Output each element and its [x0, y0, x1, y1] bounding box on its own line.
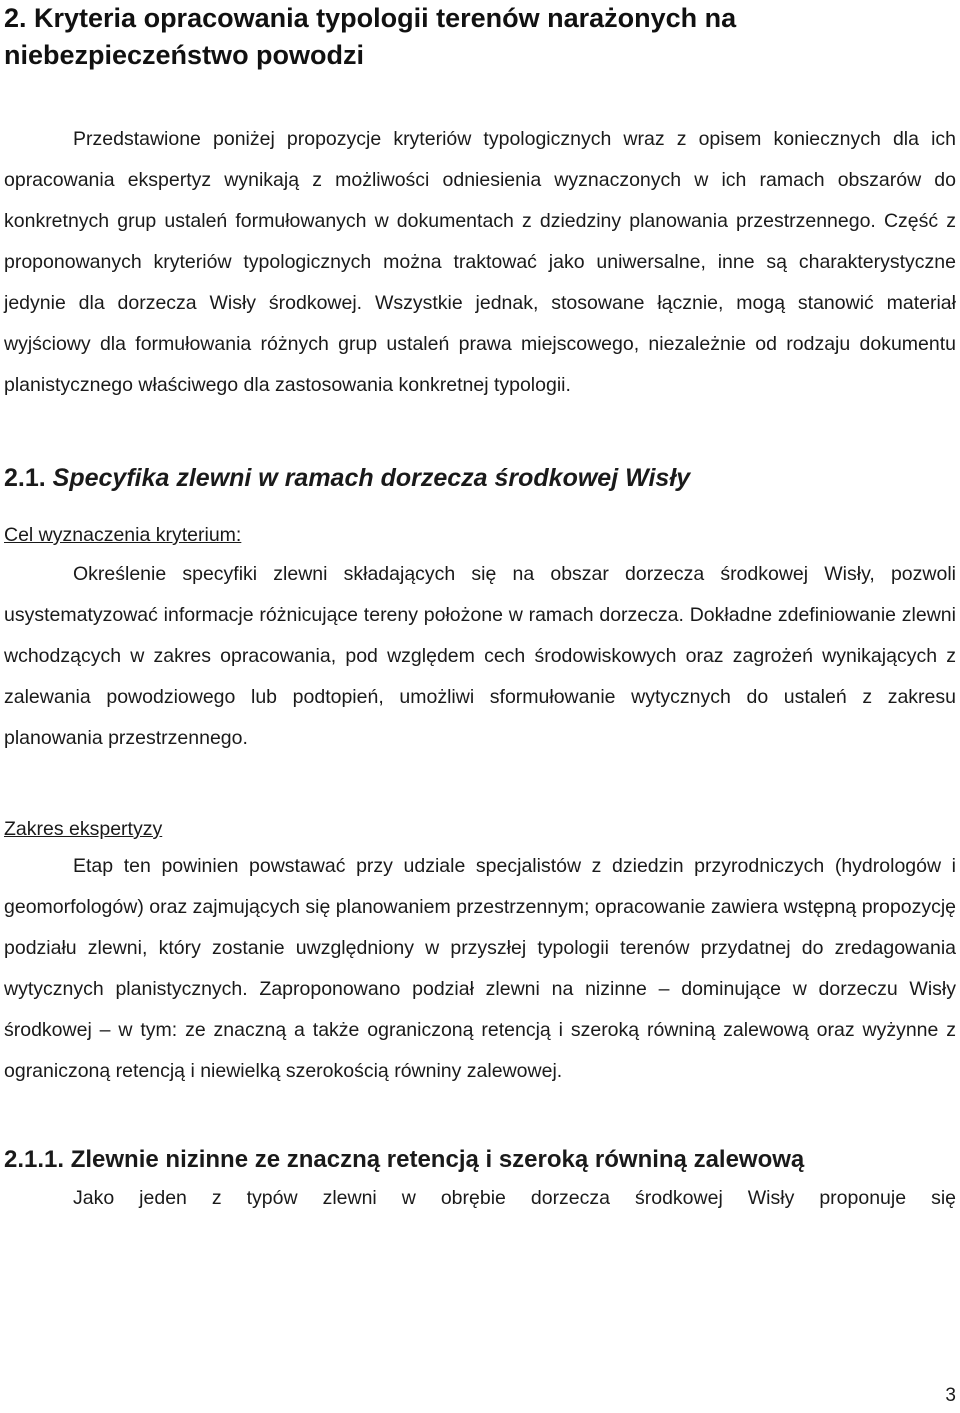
- scope-paragraph: Etap ten powinien powstawać przy udziale specjalistów z dziedzin przyrodniczych (hydrologów i geomorfologów) oraz zajmujących się planowaniem przestrzennym; opracowanie zawiera wstępną propozycję podziału zlewni, który zostanie uwzględniony w przyszłej typologii terenów przydatnej do zredagowania wytycznych planistycznych. Zaproponowano podział zlewni na nizinne – dominujące w dorzeczu Wisły środkowej – w tym: ze znaczną a także ograniczoną retencją i szeroką równiną zalewową oraz wyżynne z ograniczoną retencją i niewielką szerokością równiny zalewowej.: [4, 855, 956, 1082]
- chapter-heading: 2. Kryteria opracowania typologii terenów narażonych na niebezpieczeństwo powodzi: [4, 3, 737, 70]
- document-page: [4, 0, 956, 1219]
- goal-paragraph: Określenie specyfiki zlewni składających się na obszar dorzecza środkowej Wisły, pozwoli usystematyzować informacje różnicujące tereny położone w ramach dorzecza. Dokładne zdefiniowanie zlewni wchodzących w zakres opracowania, pod względem cech środowiskowych oraz zagrożeń wynikających z zalewania powodziowego lub podtopień, umożliwi sformułowanie wytycznych do ustaleń z zakresu planowania przestrzennego.: [4, 563, 956, 749]
- last-paragraph: Jako jeden z typów zlewni w obrębie dorzecza środkowej Wisły proponuje się: [73, 1187, 956, 1209]
- goal-subheading: Cel wyznaczenia kryterium:: [4, 524, 242, 546]
- intro-paragraph: Przedstawione poniżej propozycje kryteriów typologicznych wraz z opisem koniecznych dla ich opracowania ekspertyz wynikają z możliwości odniesienia wyznaczonych w ich ramach obszarów do konkretnych grup ustaleń formułowanych w dokumentach z dziedziny planowania przestrzennego. Część z proponowanych kryteriów typologicznych można traktować jako uniwersalne, inne są charakterystyczne jedynie dla dorzecza Wisły środkowej. Wszystkie jednak, stosowane łącznie, mogą stanowić materiał wyjściowy dla formułowania różnych grup ustaleń prawa miejscowego, niezależnie od rodzaju dokumentu planistycznego właściwego dla zastosowania konkretnej typologii.: [4, 128, 956, 396]
- subsection-heading: 2.1.1. Zlewnie nizinne ze znaczną retencją i szeroką równiną zalewową: [4, 1146, 805, 1173]
- page-number: 3: [945, 1385, 956, 1406]
- scope-subheading: Zakres ekspertyzy: [4, 818, 163, 840]
- section-heading: [4, 460, 956, 496]
- section-number: 2.1.: [4, 464, 46, 492]
- section-title: Specyfika zlewni w ramach dorzecza środkowej Wisły: [52, 464, 691, 492]
